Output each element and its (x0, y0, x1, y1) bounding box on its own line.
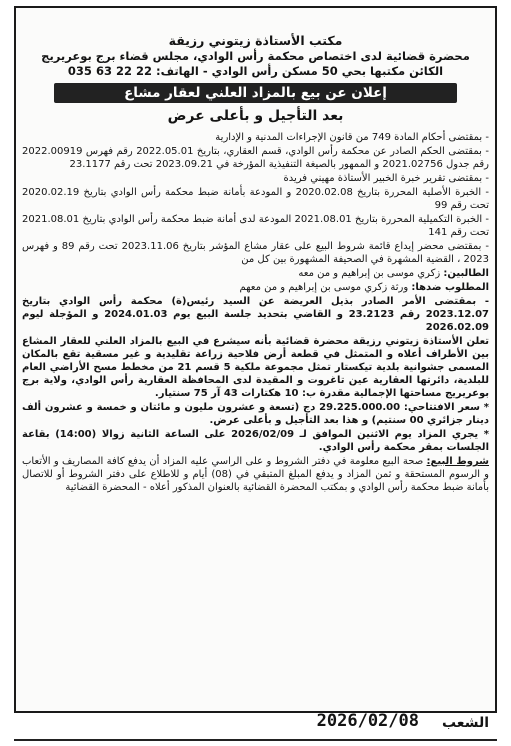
paragraph-sale-terms: شروط البيع: صحة البيع معلومة في دفتر الشروط و على الراسي عليه المزاد أن يدفع كافة المصاريف و الأتعاب و الرسوم المستحقة و ثمن المزاد و يدفع المبلغ المتبقي في (08) أيام و للاطلاع على دفتر الشروط أو للاتصال بأمانة ضبط محكمة رأس الوادي و بمكتب المحضرة القضائية بالعنوان المذكور أعلاه - المحضرة القضائية (22, 456, 489, 493)
notice-title-banner: إعلان عن بيع بالمزاد العلني لعقار مشاع (54, 83, 457, 103)
paragraph-opening-price: * سعر الافتتاحي: 29.225.000.00 دج (تسعة و عشرون مليون و مائتان و خمسة و عشرون ألف دينار جزائري 00 سنتيم) و هذا بعد التأجيل و بأعلى عرض. (22, 402, 490, 426)
respondents-label: المطلوب ضدها: (411, 282, 489, 293)
notice-header (16, 8, 495, 79)
paragraph-judgment: - بمقتضى الحكم الصادر عن محكمة رأس الوادي، قسم العقاري، بتاريخ 2022.05.01 رقم فهرس 2022.00919 رقم جدول 2021.02756 و الممهور بالصيغة التنفيذية المؤرخة في 2023.09.21 تحت رقم 23.1177 (22, 146, 489, 170)
footer-rule (14, 739, 497, 741)
paragraph-legal-basis: - بمقتضى أحكام المادة 749 من قانون الإجراءات المدنية و الإدارية (215, 132, 489, 143)
paragraph-applicants: الطالبين: زكري موسى بن إبراهيم و من معه (298, 268, 489, 279)
publication-date: 2026/02/08 (316, 711, 419, 731)
notice-body (16, 127, 495, 494)
notice-subtitle: بعد التأجيل و بأعلى عرض (167, 108, 344, 124)
paragraph-court-order: - بمقتضى الأمر الصادر بذيل العريضة عن السيد رئيس(ة) محكمة رأس الوادي بتاريخ 2023.12.07 رقم 23.2123 و القاضي بتحديد جلسة البيع يوم 2024.01.03 و المؤجلة ليوم 2026.02.09 (22, 296, 490, 333)
paragraph-original-expertise: - الخبرة الأصلية المحررة بتاريخ 2020.02.08 و المودعة بأمانة ضبط محكمة رأس الوادي بتاريخ 2020.02.19 تحت رقم 99 (22, 187, 489, 211)
sale-terms-label: شروط البيع: (426, 456, 489, 467)
opening-price-label: * سعر الافتتاحي: (403, 402, 490, 413)
auction-date-label: * يجري المزاد يوم الاثنين الموافق لـ 2026/02/09 (231, 429, 490, 440)
paragraph-respondents: المطلوب ضدها: ورثة زكري موسى بن إبراهيم و من معهم (239, 282, 489, 293)
publication-footer (14, 713, 497, 743)
applicants-label: الطالبين: (443, 268, 489, 279)
paragraph-expert-report: - بمقتضى تقرير خبرة الخبير الأستاذة مهيني فريدة (283, 173, 489, 184)
paragraph-auction-date: * يجري المزاد يوم الاثنين الموافق لـ 2026/02/09 على الساعة الثانية زوالا (14:00) بقاعة الجلسات بمقر محكمة رأس الوادي. (22, 429, 490, 453)
paragraph-sale-conditions-deposit: - بمقتضى محضر إيداع قائمة شروط البيع على عقار مشاع المؤشر بتاريخ 2023.11.06 تحت رقم 89 و فهرس 2023 ، القضية المشهرة في الصحيفة المشهورة بين كل من (22, 241, 489, 265)
bailiff-office-name: مكتب الأستاذة زيتوني رزيقة (168, 33, 343, 48)
bailiff-address-phone: الكائن مكتبها بحي 50 مسكن رأس الوادي - الهاتف: 22 22 63 035 (67, 64, 444, 78)
publication-name: الشعب (441, 715, 489, 731)
paragraph-complementary-expertise: - الخبرة التكميلية المحررة بتاريخ 2021.08.01 المودعة لدى أمانة ضبط محكمة رأس الوادي بتاريخ 2021.08.01 تحت رقم 141 (22, 214, 489, 238)
bailiff-jurisdiction: محضرة قضائية لدى اختصاص محكمة رأس الوادي، مجلس قضاء برج بوعريريج (41, 49, 470, 63)
legal-notice-frame (14, 6, 497, 713)
paragraph-property-description: تعلن الأستاذة زيتوني رزيقة محضرة قضائية بأنه سيشرع في البيع بالمزاد العلني للعقار المشاع بين الأطراف أعلاه و المتمثل في قطعة أرض فلاحية زراعة تقليدية و غير مسقية تقع بالمكان المسمى جشوانية بلدية تيكستار تمثل مجموعة ملكية 5 قسم 21 من مخطط مسح الأراضي العام للبلدية، دائرتها العقارية عين تاغروت و المقيدة لدى المحافظة العقارية رأس الوادي، ولاية برج بوعريريج مساحتها الإجمالية مقدرة ب: 10 هكتارات 43 آر 75 سنتيار. (22, 336, 490, 399)
